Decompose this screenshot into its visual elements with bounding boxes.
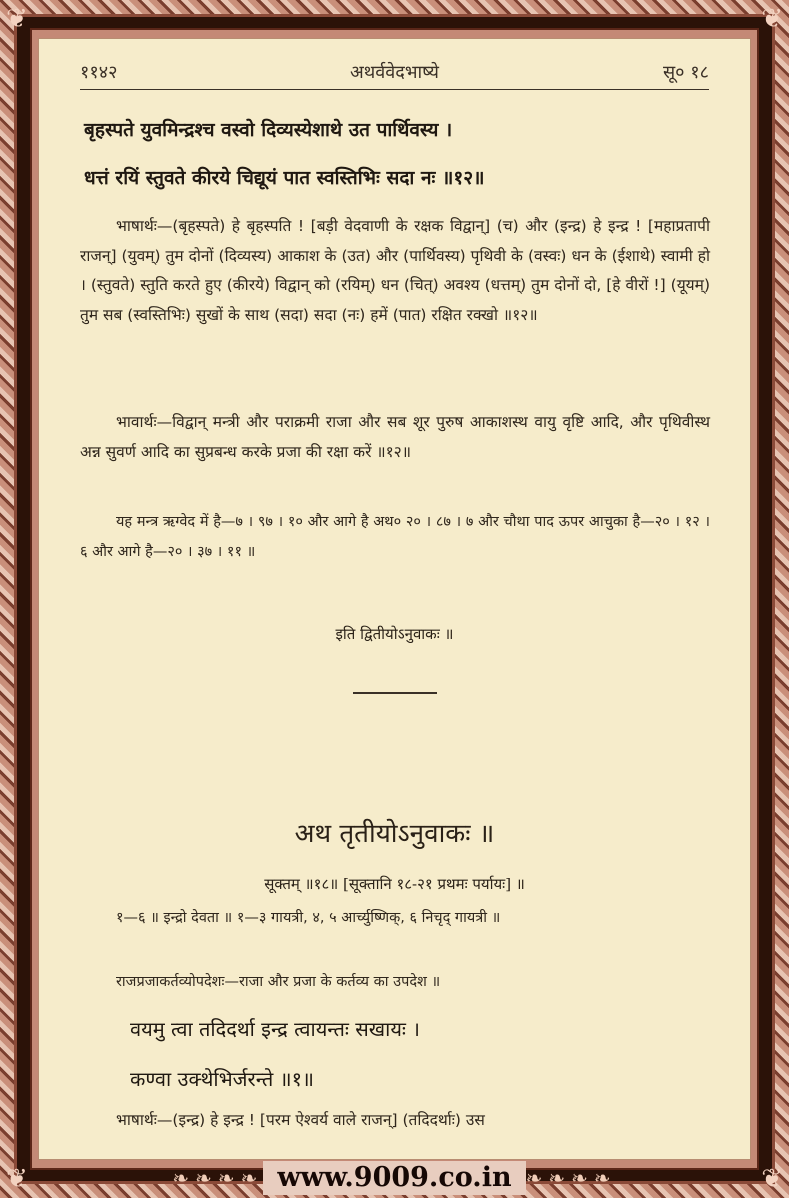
section-divider	[353, 692, 437, 694]
bhashartha-1-start: भाषार्थः—(इन्द्र) हे इन्द्र ! [परम ऐश्वर्य वाले राजन्] (तदिदर्थाः) उस	[116, 1111, 485, 1129]
upadesha-line: राजप्रजाकर्तव्योपदेशः—राजा और प्रजा के कर्तव्य का उपदेश ॥	[116, 974, 441, 990]
anuvaka-end: इति द्वितीयोऽनुवाकः ॥	[335, 625, 454, 643]
bhashartha-12: भाषार्थः—(बृहस्पते) हे बृहस्पति ! [बड़ी वेदवाणी के रक्षक विद्वान्] (च) और (इन्द्र) हे इन्द्र ! [महाप्रतापी राजन्] (युवम्) तुम दोनों (दिव्यस्य) आकाश के (उत) और (पार्थिवस्य) पृथिवी के (वस्वः) धन के (ईशाथे) स्वामी हो । (स्तुवते) स्तुति करते हुए (कीरये) विद्वान् को (रयिम्) धन (चित्) अवश्य (धत्तम्) तुम दोनों दो, [हे वीरों !] (यूयम्) तुम सब (स्वस्तिभिः) सुखों के साथ (सदा) सदा (नः) हमें (पात) रक्षित रक्खो ॥१२॥	[80, 217, 710, 324]
website-link[interactable]: www.9009.co.in	[263, 1161, 525, 1195]
header-rule	[80, 89, 709, 90]
ornament-icon: ❧❧❧❧	[172, 1166, 264, 1190]
bhavartha-12: भावार्थः—विद्वान् मन्त्री और पराक्रमी राजा और सब शूर पुरुष आकाशस्थ वायु वृष्टि आदि, और पृथिवीस्थ अन्न सुवर्ण आदि का सुप्रबन्ध करके प्रजा की रक्षा करें ॥१२॥	[80, 413, 710, 461]
corner-swirl-icon: ❦	[761, 1164, 783, 1194]
verse-12-line-2: धत्तं रयिं स्तुवते कीरये चिद्यूयं पात स्वस्तिभिः सदा नः ॥१२॥	[84, 167, 485, 189]
page-header	[80, 60, 709, 84]
reference-note: यह मन्त्र ऋग्वेद में है—७ । ९७ । १० और आगे है अथ० २० । ८७ । ७ और चौथा पाद ऊपर आचुका है—२० । १२ । ६ और आगे है—२० । ३७ । ११ ॥	[80, 514, 710, 560]
footer	[0, 1158, 789, 1198]
corner-swirl-icon: ❦	[761, 4, 783, 34]
page-number: ११४२	[80, 62, 118, 83]
anuvaka-heading: अथ तृतीयोऽनुवाकः ॥	[294, 819, 495, 849]
sukta-reference: सू० १८	[663, 62, 709, 83]
sukta-heading: सूक्तम् ॥१८॥ [सूक्तानि १८-२१ प्रथमः पर्यायः] ॥	[264, 875, 525, 893]
verse-1-line-2: कण्वा उक्थेभिर्जरन्ते ॥१॥	[130, 1067, 314, 1091]
book-page	[38, 38, 751, 1160]
devata-line: १—६ ॥ इन्द्रो देवता ॥ १—३ गायत्री, ४, ५ आर्च्युष्णिक्, ६ निचृद् गायत्री ॥	[116, 910, 501, 926]
verse-1-line-1: वयमु त्वा तदिदर्था इन्द्र त्वायन्तः सखायः ।	[130, 1017, 420, 1041]
corner-swirl-icon: ❦	[6, 4, 28, 34]
book-title: अथर्ववेदभाष्ये	[350, 62, 439, 83]
verse-12-line-1: बृहस्पते युवमिन्द्रश्च वस्वो दिव्यस्येशाथे उत पार्थिवस्य ।	[84, 119, 453, 141]
corner-swirl-icon: ❦	[6, 1164, 28, 1194]
ornament-icon: ❧❧❧❧	[525, 1166, 617, 1190]
